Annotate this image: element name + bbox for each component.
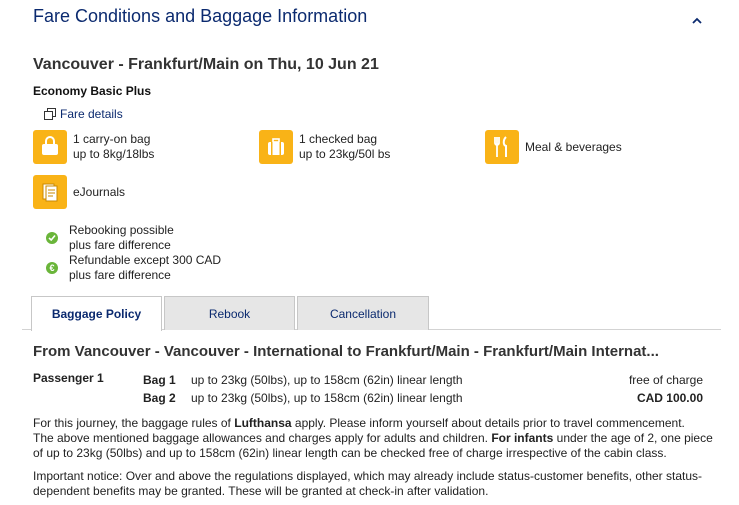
feature-line1: eJournals xyxy=(73,184,126,199)
condition-refund xyxy=(46,253,221,283)
journey-text: For this journey, the baggage rules of xyxy=(33,416,235,430)
external-window-icon xyxy=(44,108,56,120)
tab-baggage-policy[interactable]: Baggage Policy xyxy=(31,296,162,331)
feature-line1: 1 checked bag xyxy=(299,132,378,146)
baggage-route-title: From Vancouver - Vancouver - International to Frankfurt/Main - Frankfurt/Main Internat... xyxy=(33,343,659,360)
condition-line1: Rebooking possible xyxy=(69,223,174,237)
fare-details-label: Fare details xyxy=(60,107,123,121)
chevron-up-icon[interactable] xyxy=(690,14,704,28)
fare-name: Economy Basic Plus xyxy=(33,84,152,98)
section-header-title: Fare Conditions and Baggage Information xyxy=(33,6,368,26)
feature-line2: up to 8kg/18lbs xyxy=(73,147,155,161)
feature-carry-on xyxy=(33,130,154,164)
condition-rebooking xyxy=(46,223,174,253)
fare-details-link[interactable] xyxy=(44,107,123,121)
checked-bag-icon xyxy=(259,130,293,164)
carry-on-bag-icon xyxy=(33,130,67,164)
route-title: Vancouver - Frankfurt/Main on Thu, 10 Jun 21 xyxy=(33,56,379,73)
tab-rebook[interactable]: Rebook xyxy=(164,296,295,330)
feature-line1: Meal & beverages xyxy=(525,139,622,154)
ejournals-icon xyxy=(33,175,67,209)
condition-line1: Refundable except 300 CAD xyxy=(69,253,222,267)
infants-label: For infants xyxy=(491,431,554,445)
feature-line1: 1 carry-on bag xyxy=(73,132,151,146)
feature-line2: up to 23kg/50l bs xyxy=(299,147,391,161)
feature-ejournals xyxy=(33,175,125,209)
journey-text: The above mentioned baggage allowances and charges apply for adults and children. xyxy=(33,431,492,445)
euro-icon: € xyxy=(46,262,58,274)
airline-name: Lufthansa xyxy=(234,416,292,430)
feature-meal xyxy=(485,130,622,164)
bag-label: Bag 2 xyxy=(143,391,176,405)
feature-checked-bag xyxy=(259,130,390,164)
bag-description: up to 23kg (50lbs), up to 158cm (62in) linear length xyxy=(191,391,463,405)
passenger-label: Passenger 1 xyxy=(33,371,104,385)
condition-line2: plus fare difference xyxy=(69,238,171,252)
condition-line2: plus fare difference xyxy=(69,268,171,282)
journey-text: apply. Please inform yourself about details prior to travel commencement. xyxy=(291,416,685,430)
tab-cancellation[interactable]: Cancellation xyxy=(297,296,429,330)
bag-label: Bag 1 xyxy=(143,373,176,387)
bag-description: up to 23kg (50lbs), up to 158cm (62in) linear length xyxy=(191,373,463,387)
check-icon xyxy=(46,232,58,244)
important-notice: Important notice: Over and above the regulations displayed, which may already include status-customer benefits, other status-dependent benefits may be granted. These will be granted at check-in after validation. xyxy=(33,469,703,498)
journey-rules-text xyxy=(33,416,713,461)
bag-price: free of charge xyxy=(628,373,703,387)
bag-price: CAD 100.00 xyxy=(636,391,703,405)
journey-text: under the age of 2, one piece of up to 23kg (50lbs) and up to 158cm (62in) linear length can be checked free of charge irrespective of the cabin class. xyxy=(33,431,713,460)
meal-icon xyxy=(485,130,519,164)
